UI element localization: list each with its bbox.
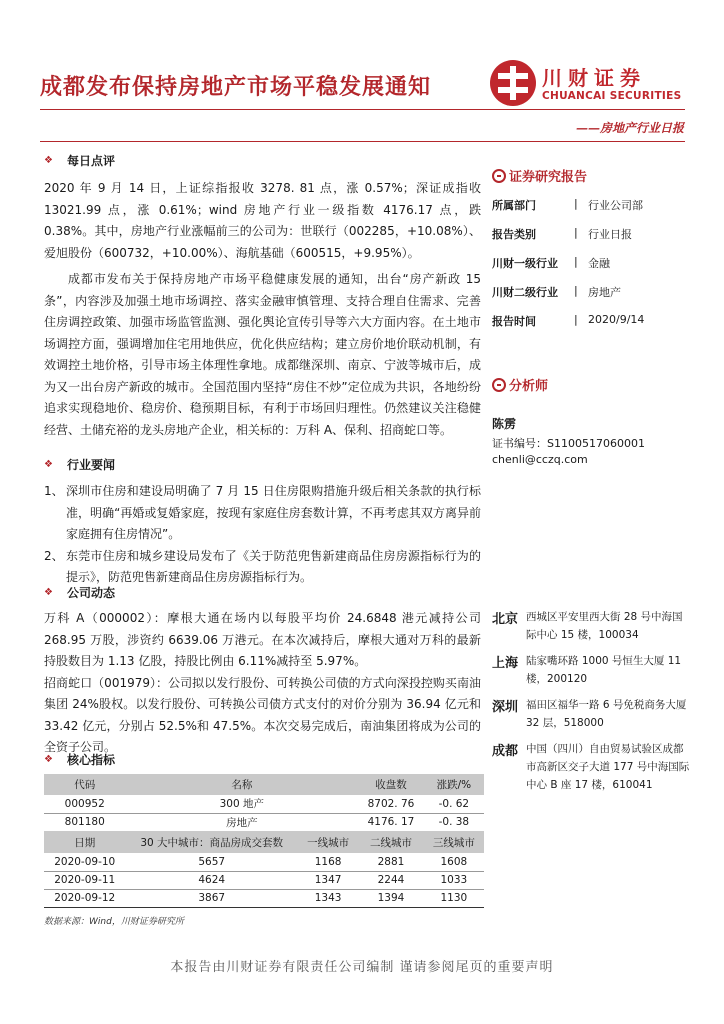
analyst-info [492,416,645,468]
analyst-name: 陈雳 [492,417,517,431]
meta-row-category: 报告类别 | 行业日报 [492,226,632,241]
address-row: 成都 中国（四川）自由贸易试验区成都市高新区交子大道 177 号中海国际中心 B 座 17 楼，610041 [492,743,690,791]
logo-mark-icon [490,60,536,106]
address-row: 北京 西城区平安里西大街 28 号中海国际中心 15 楼，100034 [492,611,683,641]
section-industry-news-heading: ❖ 行业要闻 [44,458,115,472]
address-row: 深圳 福田区福华一路 6 号免税商务大厦 32 层，518000 [492,699,687,729]
address-row: 上海 陆家嘴环路 1000 号恒生大厦 11 楼，200120 [492,655,682,685]
analyst-heading: 分析师 [492,375,548,394]
report-icon [492,169,506,183]
analyst-icon [492,378,506,392]
daily-review-para-2: 成都市发布关于保持房地产市场平稳健康发展的通知，出台“房产新政 15 条”，内容涉及加强土地市场调控、落实金融审慎管理、支持合理自住需求、完善住房调控政策、加强市场监管监测、强化舆论宣传引导等六大方面内容。在土地市场调控方面，强调增加住宅用地供应，优化供应结构；建立房价地价联动机制，有效调控土地价格，引导市场主体理性拿地。成都继深圳、南京、宁波等城市后，成为又一出台房产新政的城市。全国范围内坚持“房住不炒”定位成为共识，各地纷纷追求实现稳地价、稳房价、稳预期目标，有利于市场回归理性。仍然建议关注稳健经营、土储充裕的龙头房地产企业，相关标的：万科 A、保利、招商蛇口等。 [44,272,481,437]
table-source-note: 数据来源：Wind，川财证券研究所 [44,917,184,927]
table-header-row: 日期 30 大中城市：商品房成交套数 一线城市 二线城市 三线城市 [44,831,484,853]
company-news-para-2: 招商蛇口（001979）：公司拟以发行股份、可转换公司债的方式向深投控购买南油集团 24%股权。以发行股份、可转换公司债方式支付的对价分别为 36.94 亿元和 33.42 亿元，分别占 52.5%和 47.5%。本次交易完成后，南油集团将成为公司的全资子公司。 [44,675,481,754]
list-item: 2、 东莞市住房和城乡建设局发布了《关于防范兜售新建商品住房房源指标行为的提示》，防范兜售新建商品住房房源指标行为。 [44,548,481,584]
meta-row-level1-industry: 川财一级行业 | 金融 [492,255,610,270]
industry-news-list [44,481,481,589]
header-divider [40,109,685,110]
meta-row-level2-industry: 川财二级行业 | 房地产 [492,284,621,299]
diamond-bullet-icon: ❖ [44,155,53,166]
research-report-heading: 证券研究报告 [492,166,587,185]
report-meta [492,197,692,342]
analyst-email[interactable]: chenli@cczq.com [492,453,588,466]
page-title: 成都发布保持房地产市场平稳发展通知 [40,74,432,100]
analyst-cert: 证书编号：S1100517060001 [492,437,645,450]
office-addresses [492,608,692,802]
diamond-bullet-icon: ❖ [44,754,53,765]
logo-english-name: CHUANCAI SECURITIES [542,90,682,102]
meta-row-report-date: 报告时间 | 2020/9/14 [492,313,645,328]
section-daily-review-heading: ❖ 每日点评 [44,154,115,168]
table-row: 2020-09-12 3867 1343 1394 1130 [44,889,484,907]
page-footer: 本报告由川财证券有限责任公司编制 谨请参阅尾页的重要声明 [170,960,554,975]
list-item: 1、 深圳市住房和建设局明确了 7 月 15 日住房限购措施升级后相关条款的执行标准，明确“再婚或复婚家庭，按现有家庭住房套数计算，不再考虑其双方离异前家庭拥有住房情况”。 [44,484,481,541]
table-row: 2020-09-10 5657 1168 2881 1608 [44,853,484,871]
subheader-divider [40,141,685,142]
table-row: 2020-09-11 4624 1347 2244 1033 [44,871,484,889]
meta-row-department: 所属部门 | 行业公司部 [492,197,643,212]
section-company-news-heading: ❖ 公司动态 [44,586,115,600]
company-news-para-1: 万科 A（000002）：摩根大通在场内以每股平均价 24.6848 港元减持公司 268.95 万股，涉资约 6639.06 万港元。在本次减持后，摩根大通对万科的最新持股数目为 1.13 亿股，持股比例由 6.11%减持至 5.97%。 [44,611,481,668]
key-indicators-table [44,774,484,908]
report-subtitle: ——房地产行业日报 [575,121,684,135]
logo-chinese-name: 川财证券 [542,66,646,90]
company-news-body [44,608,481,759]
section-key-indicators-heading: ❖ 核心指标 [44,753,115,767]
daily-review-para-1: 2020 年 9 月 14 日，上证综指报收 3278. 81 点，涨 0.57%；深证成指收 13021.99 点，涨 0.61%；wind 房地产行业一级指数 4176.17 点，跌 0.38%。其中，房地产行业涨幅前三的公司为：世联行（002285，+10.08%）、爱旭股份（600732，+10.00%）、海航基础（600515，+9.95%）。 [44,181,481,260]
table-header-row: 代码 名称 收盘数 涨跌/% [44,774,484,795]
diamond-bullet-icon: ❖ [44,459,53,470]
table-row: 000952 300 地产 8702. 76 -0. 62 [44,795,484,813]
diamond-bullet-icon: ❖ [44,587,53,598]
daily-review-body [44,178,481,441]
table-row: 801180 房地产 4176. 17 -0. 38 [64,816,470,829]
company-logo [490,60,682,110]
